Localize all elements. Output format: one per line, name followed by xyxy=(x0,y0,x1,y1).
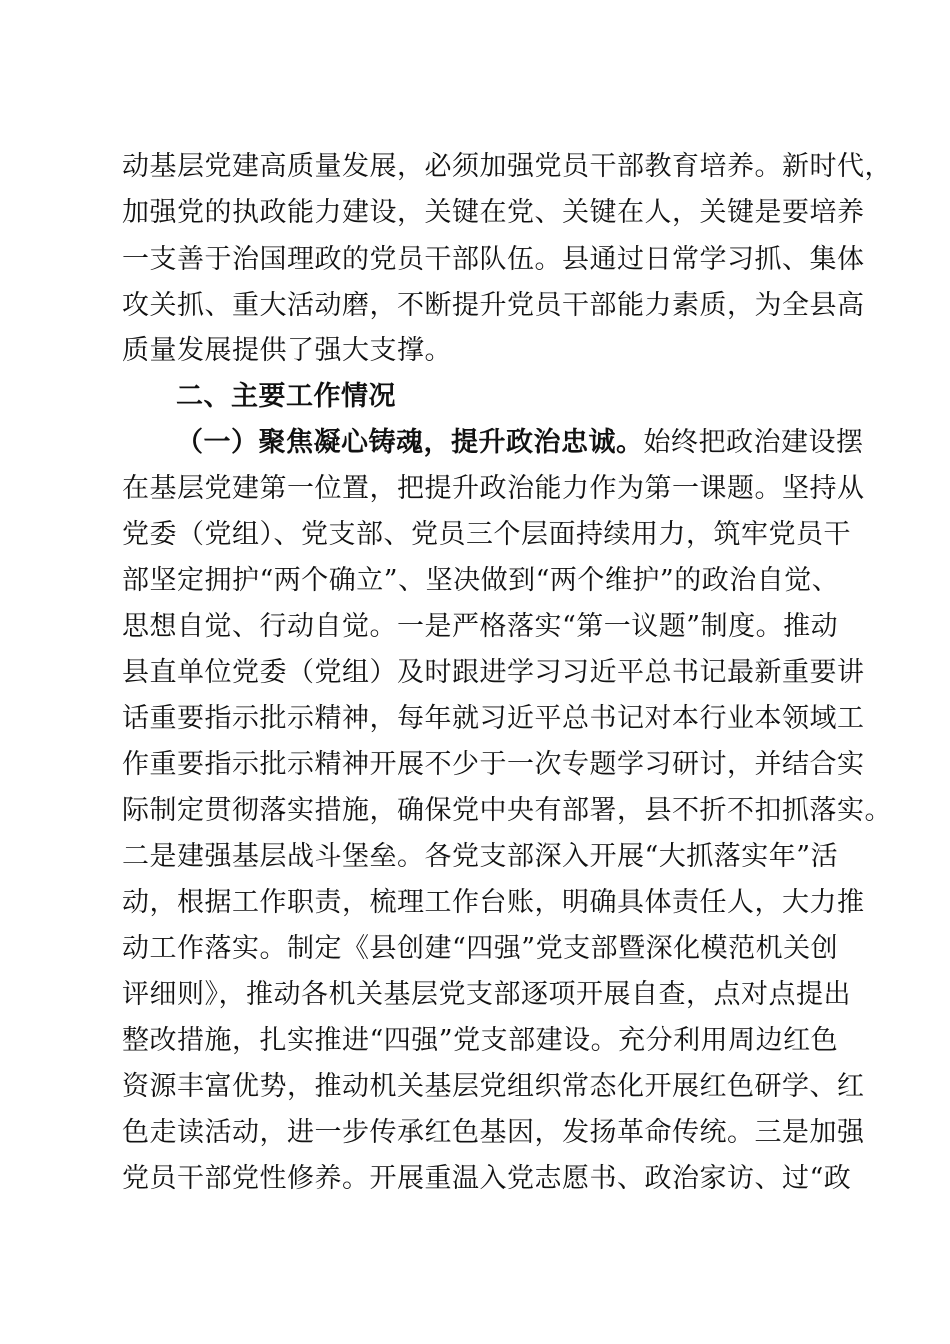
paragraph-2-line-17: 党员干部党性修养。开展重温入党志愿书、政治家访、过“政 xyxy=(122,1163,852,1194)
paragraph-2-line-3: 党委（党组）、党支部、党员三个层面持续用力，筑牢党员干 xyxy=(122,519,851,550)
paragraph-1-line-2: 加强党的执政能力建设，关键在党、关键在人，关键是要培养 xyxy=(122,197,865,228)
paragraph-2-line-4: 部坚定拥护“两个确立”、坚决做到“两个维护”的政治自觉、 xyxy=(122,565,840,596)
paragraph-2-line-5: 思想自觉、行动自觉。一是严格落实“第一议题”制度。推动 xyxy=(122,611,839,642)
paragraph-2-line-13: 评细则》，推动各机关基层党支部逐项开展自查，点对点提出 xyxy=(122,979,851,1010)
paragraph-1-line-1: 动基层党建高质量发展，必须加强党员干部教育培养。新时代， xyxy=(122,151,892,182)
paragraph-2-line-6: 县直单位党委（党组）及时跟进学习习近平总书记最新重要讲 xyxy=(122,657,865,688)
paragraph-2-line-2: 在基层党建第一位置，把提升政治能力作为第一课题。坚持从 xyxy=(122,473,865,504)
paragraph-2-line-15: 资源丰富优势，推动机关基层党组织常态化开展红色研学、红 xyxy=(122,1071,865,1102)
paragraph-2-line-11: 动，根据工作职责，梳理工作台账，明确具体责任人，大力推 xyxy=(122,887,865,918)
paragraph-2-line-8: 作重要指示批示精神开展不少于一次专题学习研讨，并结合实 xyxy=(122,749,865,780)
paragraph-2-lead-rest: 始终把政治建设摆 xyxy=(643,427,864,458)
paragraph-2-line-7: 话重要指示批示精神，每年就习近平总书记对本行业本领域工 xyxy=(122,703,865,734)
paragraph-2-line-10: 二是建强基层战斗堡垒。各党支部深入开展“大抓落实年”活 xyxy=(122,841,839,872)
section-heading: 二、主要工作情况 xyxy=(176,381,396,412)
paragraph-2-line-16: 色走读活动，进一步传承红色基因，发扬革命传统。三是加强 xyxy=(122,1117,865,1148)
paragraph-1-line-4: 攻关抓、重大活动磨，不断提升党员干部能力素质，为全县高 xyxy=(122,290,865,321)
paragraph-2-line-12: 动工作落实。制定《县创建“四强”党支部暨深化模范机关创 xyxy=(122,933,839,964)
paragraph-1-line-5: 质量发展提供了强大支撑。 xyxy=(122,335,452,366)
paragraph-1-line-3: 一支善于治国理政的党员干部队伍。县通过日常学习抓、集体 xyxy=(122,244,865,275)
paragraph-2-line-1 xyxy=(176,423,864,463)
paragraph-2-lead-bold: （一）聚焦凝心铸魂，提升政治忠诚。 xyxy=(176,427,644,458)
paragraph-2-line-9: 际制定贯彻落实措施，确保党中央有部署，县不折不扣抓落实。 xyxy=(122,795,892,826)
paragraph-2-line-14: 整改措施，扎实推进“四强”党支部建设。充分利用周边红色 xyxy=(122,1025,839,1056)
